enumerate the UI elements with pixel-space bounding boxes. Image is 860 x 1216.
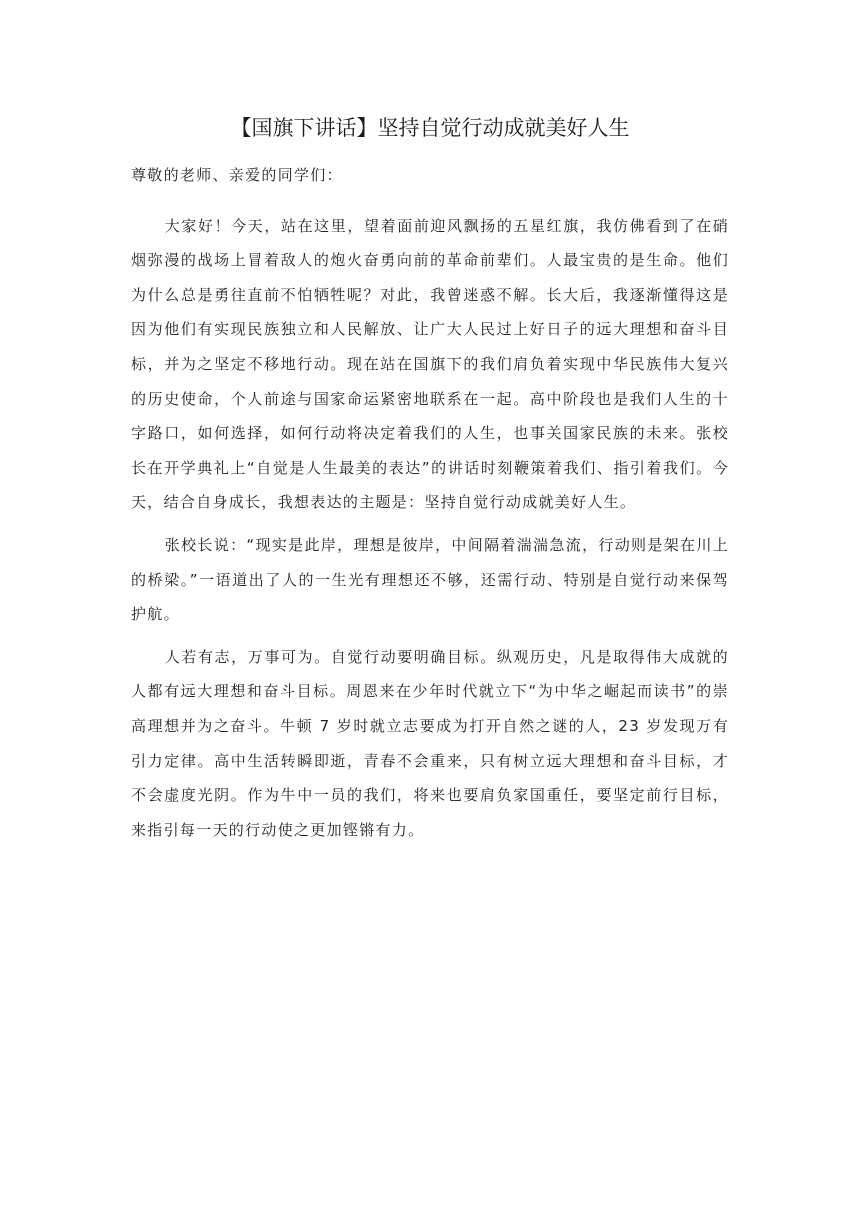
paragraph-1: 大家好！今天，站在这里，望着面前迎风飘扬的五星红旗，我仿佛看到了在硝烟弥漫的战场上冒着敌人的炮火奋勇向前的革命前辈们。人最宝贵的是生命。他们为什么总是勇往直前不怕牺牲呢？对此，我曾迷惑不解。长大后，我逐渐懂得这是因为他们有实现民族独立和人民解放、让广大人民过上好日子的远大理想和奋斗目标，并为之坚定不移地行动。现在站在国旗下的我们肩负着实现中华民族伟大复兴的历史使命，个人前途与国家命运紧密地联系在一起。高中阶段也是我们人生的十字路口，如何选择，如何行动将决定着我们的人生，也事关国家民族的未来。张校长在开学典礼上“自觉是人生最美的表达”的讲话时刻鞭策着我们、指引着我们。今天，结合自身成长，我想表达的主题是：坚持自觉行动成就美好人生。: [131, 216, 729, 512]
document-title: 【国旗下讲话】坚持自觉行动成就美好人生: [230, 116, 630, 140]
paragraph-2: 张校长说：“现实是此岸，理想是彼岸，中间隔着湍湍急流，行动则是架在川上的桥梁。”一语道出了人的一生光有理想还不够，还需行动、特别是自觉行动来保驾护航。: [131, 535, 729, 624]
paragraph-3: 人若有志，万事可为。自觉行动要明确目标。纵观历史，凡是取得伟大成就的人都有远大理想和奋斗目标。周恩来在少年时代就立下“为中华之崛起而读书”的崇高理想并为之奋斗。牛顿 7 岁时就立志要成为打开自然之谜的人，23 岁发现万有引力定律。高中生活转瞬即逝，青春不会重来，只有树立远大理想和奋斗目标，才不会虚度光阴。作为牛中一员的我们，将来也要肩负家国重任，要坚定前行目标，来指引每一天的行动使之更加铿锵有力。: [131, 647, 729, 839]
salutation: 尊敬的老师、亲爱的同学们：: [131, 166, 343, 184]
document-body: [131, 144, 729, 855]
